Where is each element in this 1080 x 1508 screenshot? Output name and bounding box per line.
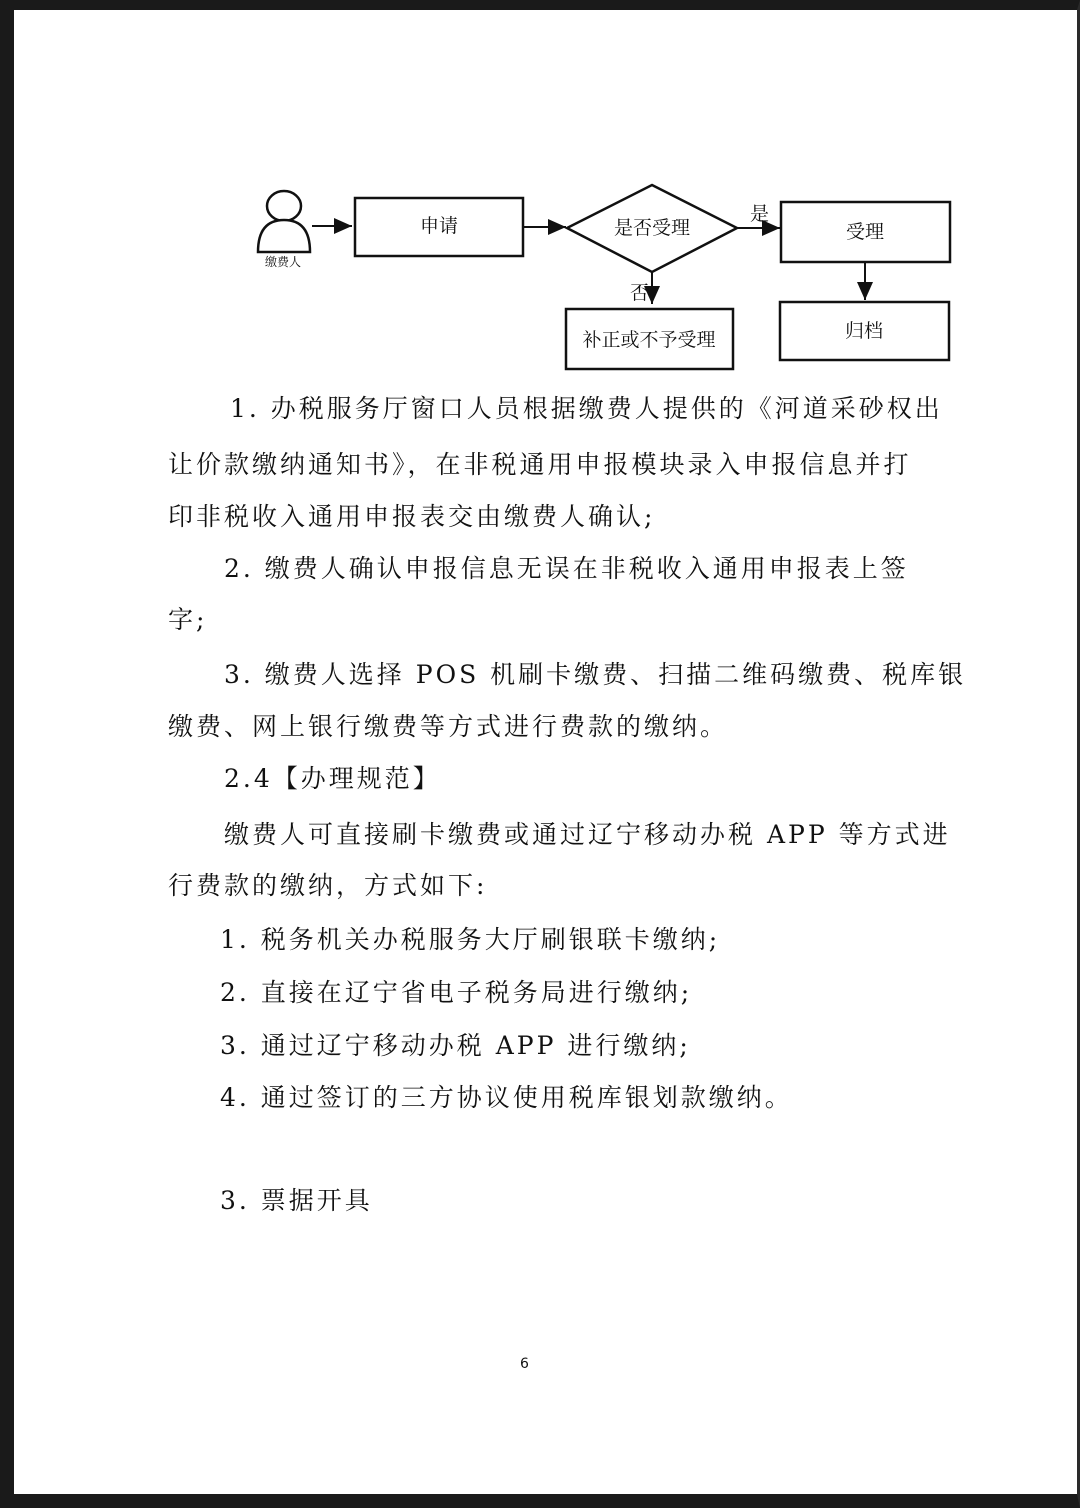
payment-method-item: 2. 直接在辽宁省电子税务局进行缴纳; xyxy=(220,978,693,1007)
section-3-heading: 3. 票据开具 xyxy=(220,1186,373,1215)
process-flowchart xyxy=(0,0,1080,380)
step1-line2: 让价款缴纳通知书》，在非税通用申报模块录入申报信息并打 xyxy=(168,450,912,479)
step2-line2: 字; xyxy=(168,605,208,634)
payment-method-item: 1. 税务机关办税服务大厅刷银联卡缴纳; xyxy=(220,925,721,954)
step1-line1: 1. 办税服务厅窗口人员根据缴费人提供的《河道采砂权出 xyxy=(230,394,943,423)
section-2-4-heading: 2.4【办理规范】 xyxy=(224,764,441,793)
taxpayer-person-icon xyxy=(258,191,310,252)
section-2-4-intro-line1: 缴费人可直接刷卡缴费或通过辽宁移动办税 APP 等方式进 xyxy=(224,820,951,849)
payment-method-item: 4. 通过签订的三方协议使用税库银划款缴纳。 xyxy=(220,1083,793,1112)
archive-box-label: 归档 xyxy=(844,320,884,342)
accept-box-label: 受理 xyxy=(845,221,885,243)
actor-label: 缴费人 xyxy=(265,255,302,269)
no-label: 否 xyxy=(630,282,650,304)
yes-label: 是 xyxy=(750,203,770,225)
decision-label: 是否受理 xyxy=(613,217,691,239)
reject-box-label: 补正或不予受理 xyxy=(582,329,716,351)
apply-box-label: 申请 xyxy=(419,215,459,237)
page-number: 6 xyxy=(520,1356,529,1372)
payment-method-item: 3. 通过辽宁移动办税 APP 进行缴纳; xyxy=(220,1031,691,1060)
step3-line2: 缴费、网上银行缴费等方式进行费款的缴纳。 xyxy=(168,712,729,741)
step3-line1: 3. 缴费人选择 POS 机刷卡缴费、扫描二维码缴费、税库银 xyxy=(224,660,967,689)
step1-line3: 印非税收入通用申报表交由缴费人确认; xyxy=(168,502,656,531)
section-2-4-intro-line2: 行费款的缴纳，方式如下: xyxy=(168,871,488,900)
step2-line1: 2. 缴费人确认申报信息无误在非税收入通用申报表上签 xyxy=(224,554,909,583)
